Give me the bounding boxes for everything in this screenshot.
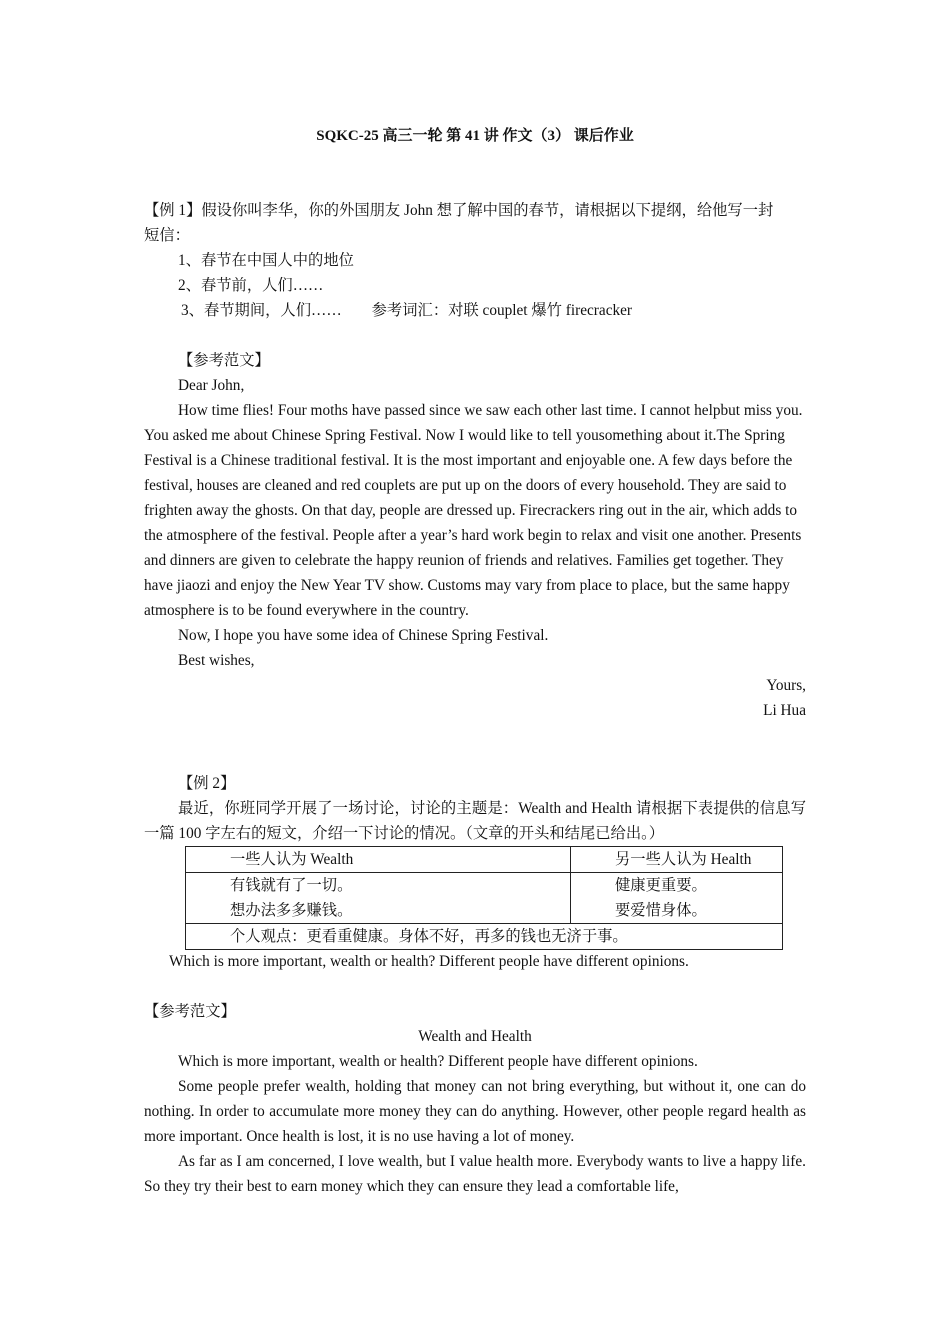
outline-item-3: 3、春节期间，人们…… [181,302,342,319]
example1-prompt-line2: 短信： [144,227,190,244]
essay-para-3: As far as I am concerned, I love wealth, but I value health more. Everybody wants to live a happy life. So they try their best to earn money which they can ensure they lead a comfortable life, [144,1153,806,1195]
table-row [186,847,783,873]
letter-sign-off: Yours, [766,677,806,694]
outline-item-2: 2、春节前，人们…… [178,277,324,294]
essay-title: Wealth and Health [418,1028,532,1045]
table-right-point: 健康更重要。 [615,877,707,894]
letter-closing-para: Now, I hope you have some idea of Chinese Spring Festival. [178,627,549,644]
table-cell-left [186,873,571,924]
outline-item-3-row [144,298,806,323]
letter-signature: Li Hua [763,702,806,719]
letter-wishes: Best wishes, [178,652,255,669]
example2-heading: 【例 2】 [178,775,236,792]
sample2-heading: 【参考范文】 [144,1003,236,1020]
sample2-section [144,999,806,1199]
example2-opening-line: Which is more important, wealth or health? Different people have different opinions. [169,953,689,970]
table-personal-view: 个人观点：更看重健康。身体不好，再多的钱也无济于事。 [186,924,783,950]
table-cell-right [571,873,783,924]
table-header-right: 另一些人认为 Health [571,847,783,873]
letter-body: How time flies! Four moths have passed since we saw each other last time. I cannot helpbut miss you. You asked me about Chinese Spring Festival. Now I would like to tell yousomething about it.The Spring Festival is a Chinese traditional festival. It is the most important and enjoyable one. A few days before the festival, houses are cleaned and red couplets are put up on the doors of every household. They are said to frighten away the ghosts. On that day, people are dressed up. Firecrackers ring out in the air, which adds to the atmosphere of the festival. People after a year’s hard work begin to relax and visit one another. Presents and dinners are given to celebrate the happy reunion of friends and relatives. Families get together. They have jiaozi and enjoy the New Year TV show. Customs may vary from place to place, but the same happy atmosphere is to be found everywhere in the country. [144,402,803,619]
document-title: SQKC-25 高三一轮 第 41 讲 作文（3） 课后作业 [316,128,634,144]
essay-para-1: Which is more important, wealth or health? Different people have different opinions. [178,1053,698,1070]
table-header-left: 一些人认为 Wealth [186,847,571,873]
table-row [186,873,783,924]
opinion-table [185,846,783,950]
letter-greeting: Dear John, [178,377,245,394]
sample1-heading: 【参考范文】 [178,352,270,369]
example2-opening [144,949,806,974]
example2-prompt: 最近，你班同学开展了一场讨论，讨论的主题是：Wealth and Health 请根据下表提供的信息写一篇 100 字左右的短文，介绍一下讨论的情况。（文章的开头和结尾已给出。） [144,800,806,842]
example2-section [144,771,806,846]
example1-section [144,198,806,323]
table-right-point: 要爱惜身体。 [615,902,707,919]
table-left-point: 有钱就有了一切。 [230,877,353,894]
table-left-point: 想办法多多赚钱。 [230,902,353,919]
essay-para-2: Some people prefer wealth, holding that money can not bring everything, but without it, one can do nothing. In order to accumulate more money they can do anything. However, other people regard health as more important. Once health is lost, it is no use having a lot of money. [144,1078,806,1145]
vocab-hint: 参考词汇：对联 couplet 爆竹 firecracker [371,302,633,319]
outline-item-1: 1、春节在中国人中的地位 [178,252,354,269]
sample1-section [144,348,806,723]
table-row [186,924,783,950]
example1-prompt-line1: 【例 1】假设你叫李华，你的外国朋友 John 想了解中国的春节，请根据以下提纲，给他写一封 [144,202,774,219]
